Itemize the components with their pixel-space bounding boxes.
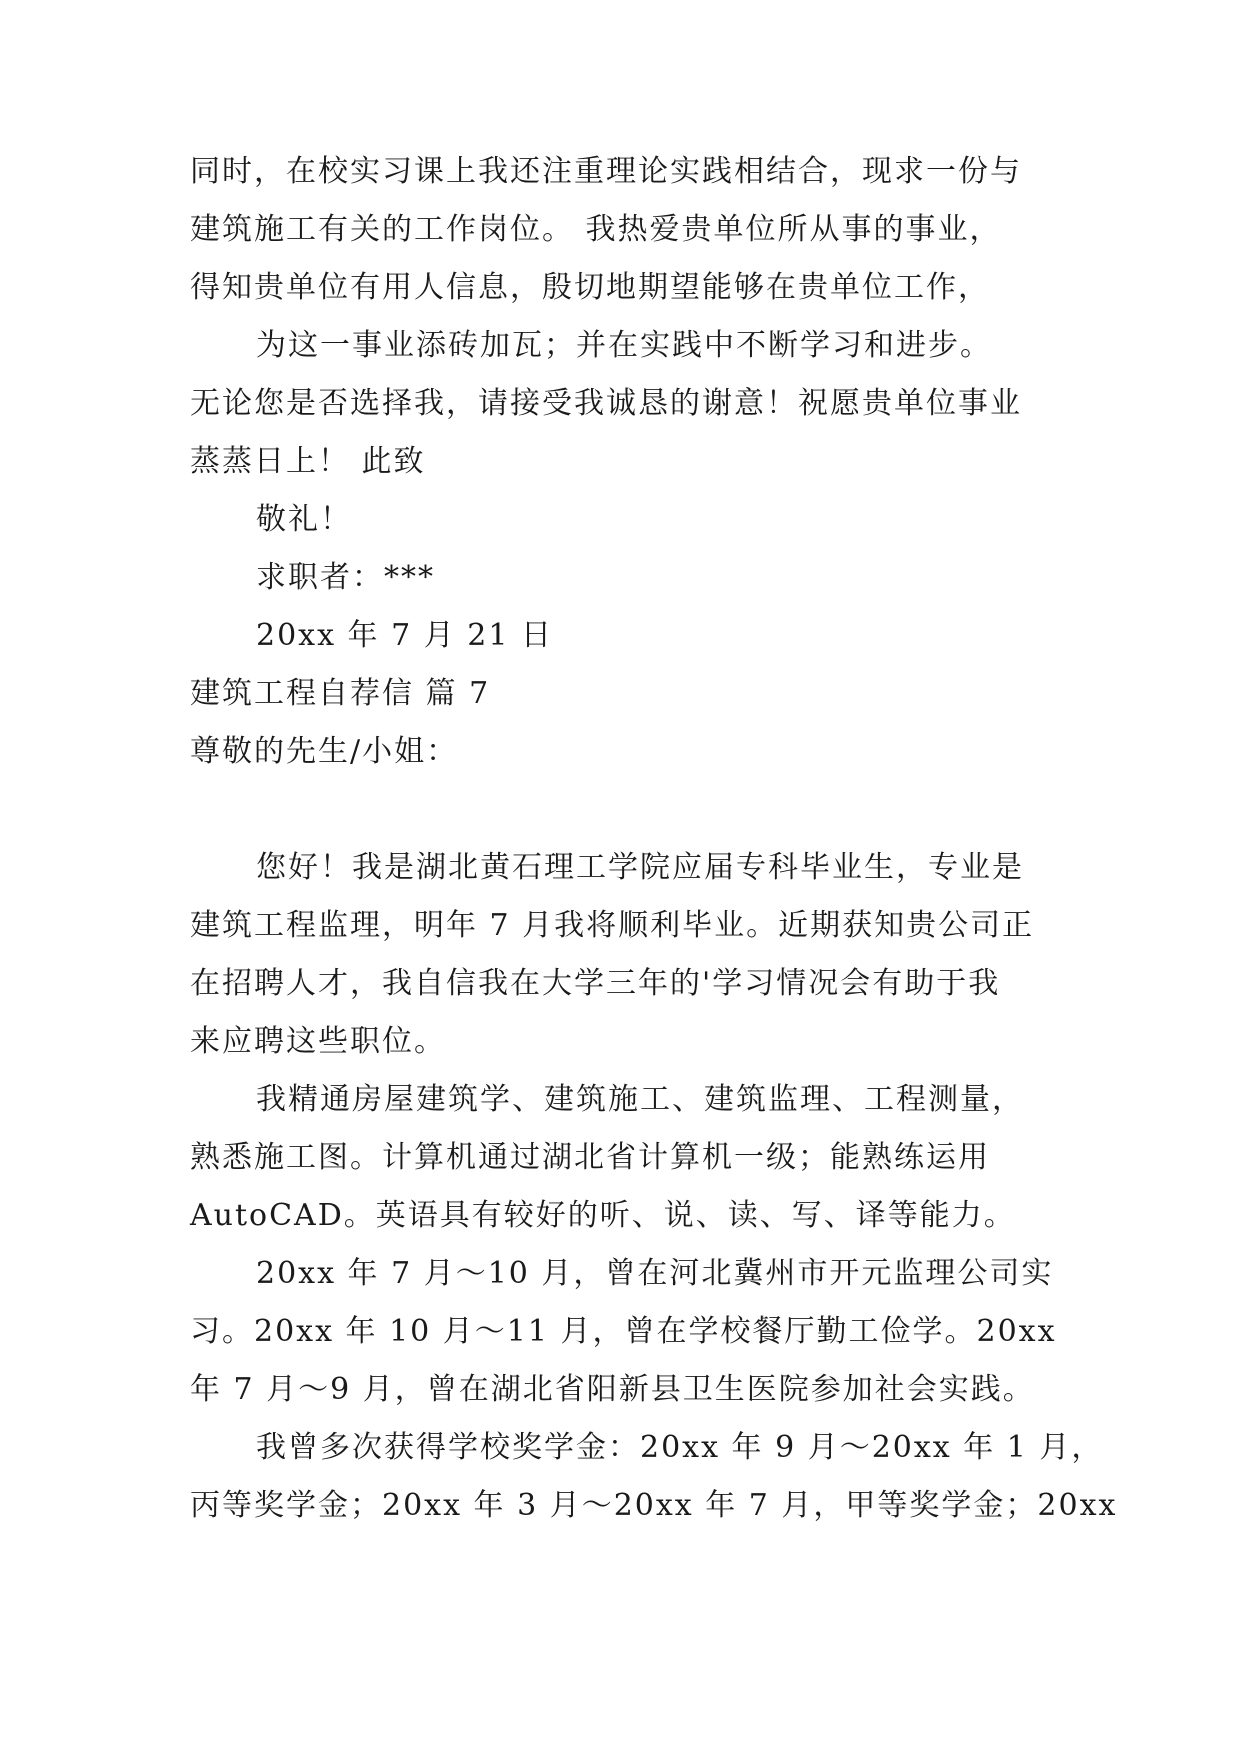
date-line: 20xx 年 7 月 21 日 [256,618,553,653]
body-text-line: 建筑工程监理，明年 7 月我将顺利毕业。近期获知贵公司正 [190,908,1035,943]
body-text-line: 为这一事业添砖加瓦；并在实践中不断学习和进步。 [256,328,992,363]
body-text-line: 我曾多次获得学校奖学金：20xx 年 9 月～20xx 年 1 月， [256,1430,1104,1465]
salutation-closing: 敬礼！ [256,502,352,537]
signature-line: 求职者：*** [256,560,435,595]
body-text-line: 丙等奖学金；20xx 年 3 月～20xx 年 7 月，甲等奖学金；20xx [190,1488,1118,1523]
body-text-line: 熟悉施工图。计算机通过湖北省计算机一级；能熟练运用 [190,1140,990,1175]
body-text-line: 在招聘人才，我自信我在大学三年的'学习情况会有助于我 [190,966,1001,1001]
closing-phrase: 蒸蒸日上！ 此致 [190,444,426,479]
body-text-line: 同时，在校实习课上我还注重理论实践相结合，现求一份与 [190,154,1022,189]
section-title: 建筑工程自荐信 篇 7 [190,676,491,711]
body-text-line: 年 7 月～9 月，曾在湖北省阳新县卫生医院参加社会实践。 [190,1372,1035,1407]
body-text-line: 来应聘这些职位。 [190,1024,446,1059]
body-text-line: 习。20xx 年 10 月～11 月，曾在学校餐厅勤工俭学。20xx [190,1314,1057,1349]
body-text-line: 20xx 年 7 月～10 月，曾在河北冀州市开元监理公司实 [256,1256,1054,1291]
body-text-line: 得知贵单位有用人信息，殷切地期望能够在贵单位工作， [190,270,990,305]
body-text-line: 您好！我是湖北黄石理工学院应届专科毕业生，专业是 [256,850,1024,885]
body-text-line: 无论您是否选择我，请接受我诚恳的谢意！祝愿贵单位事业 [190,386,1022,421]
body-text-line: 建筑施工有关的工作岗位。 我热爱贵单位所从事的事业， [190,212,1002,247]
body-text-line: AutoCAD。英语具有较好的听、说、读、写、译等能力。 [190,1198,1016,1233]
greeting-line: 尊敬的先生/小姐： [190,734,459,769]
body-text-line: 我精通房屋建筑学、建筑施工、建筑监理、工程测量， [256,1082,1024,1117]
